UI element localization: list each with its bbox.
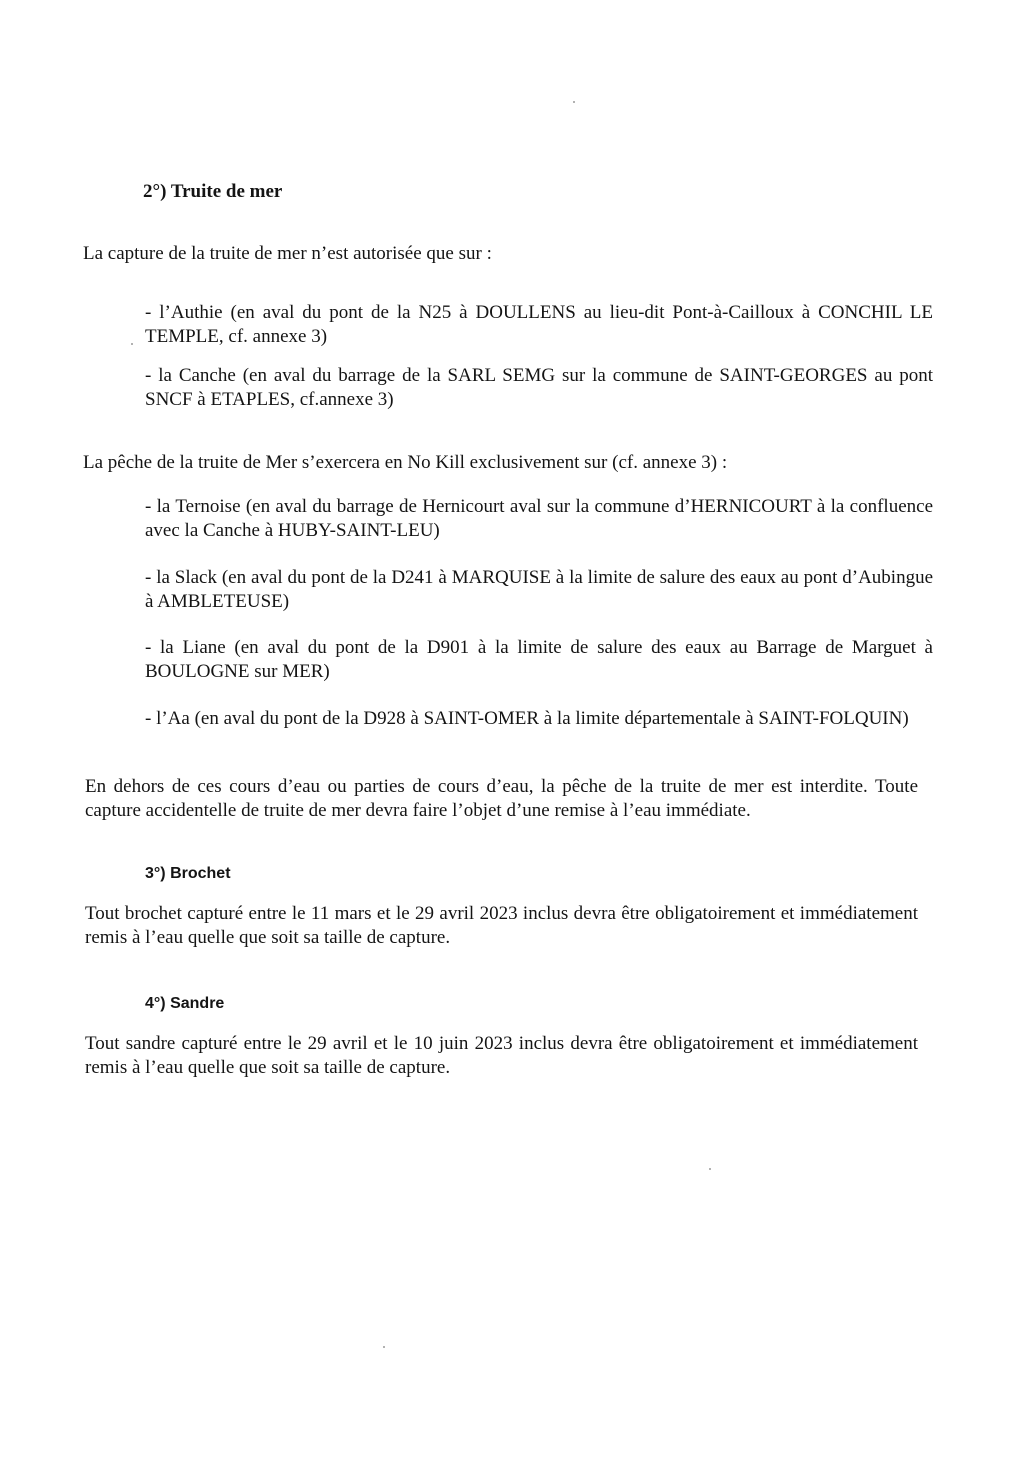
- section-3-heading: 3°) Brochet: [145, 865, 231, 882]
- section-4-text: Tout sandre capturé entre le 29 avril et le 10 juin 2023 inclus devra être obligatoirement et immédiatement remis à l’eau quelle que soit sa taille de capture.: [85, 1033, 918, 1078]
- nokill-item-liane: - la Liane (en aval du pont de la D901 à la limite de salure des eaux au Barrage de Marguet à BOULOGNE sur MER): [145, 637, 933, 682]
- nokill-item-aa: - l’Aa (en aval du pont de la D928 à SAINT-OMER à la limite départementale à SAINT-FOLQUIN): [145, 708, 909, 729]
- section-2-heading: 2°) Truite de mer: [143, 181, 283, 202]
- section-2-intro: La capture de la truite de mer n’est autorisée que sur :: [83, 243, 492, 264]
- scan-speck: [709, 1168, 711, 1170]
- scan-speck: [573, 101, 575, 103]
- section-4-heading: 4°) Sandre: [145, 995, 225, 1012]
- section-3-text: Tout brochet capturé entre le 11 mars et le 29 avril 2023 inclus devra être obligatoirement et immédiatement remis à l’eau quelle que soit sa taille de capture.: [85, 903, 918, 948]
- scan-speck: [383, 1346, 385, 1348]
- nokill-item-ternoise: - la Ternoise (en aval du barrage de Hernicourt aval sur la commune d’HERNICOURT à la confluence avec la Canche à HUBY-SAINT-LEU): [145, 496, 933, 541]
- capture-item-canche: - la Canche (en aval du barrage de la SARL SEMG sur la commune de SAINT-GEORGES au pont SNCF à ETAPLES, cf.annexe 3): [145, 365, 933, 410]
- scan-speck: [131, 343, 133, 345]
- section-2-closing: En dehors de ces cours d’eau ou parties de cours d’eau, la pêche de la truite de mer est interdite. Toute capture accidentelle de truite de mer devra faire l’objet d’une remise à l’eau immédiate.: [85, 776, 918, 821]
- capture-item-authie: - l’Authie (en aval du pont de la N25 à DOULLENS au lieu-dit Pont-à-Cailloux à CONCHIL LE TEMPLE, cf. annexe 3): [145, 302, 933, 347]
- nokill-item-slack: - la Slack (en aval du pont de la D241 à MARQUISE à la limite de salure des eaux au pont d’Aubingue à AMBLETEUSE): [145, 567, 933, 612]
- nokill-intro: La pêche de la truite de Mer s’exercera en No Kill exclusivement sur (cf. annexe 3) :: [83, 452, 728, 473]
